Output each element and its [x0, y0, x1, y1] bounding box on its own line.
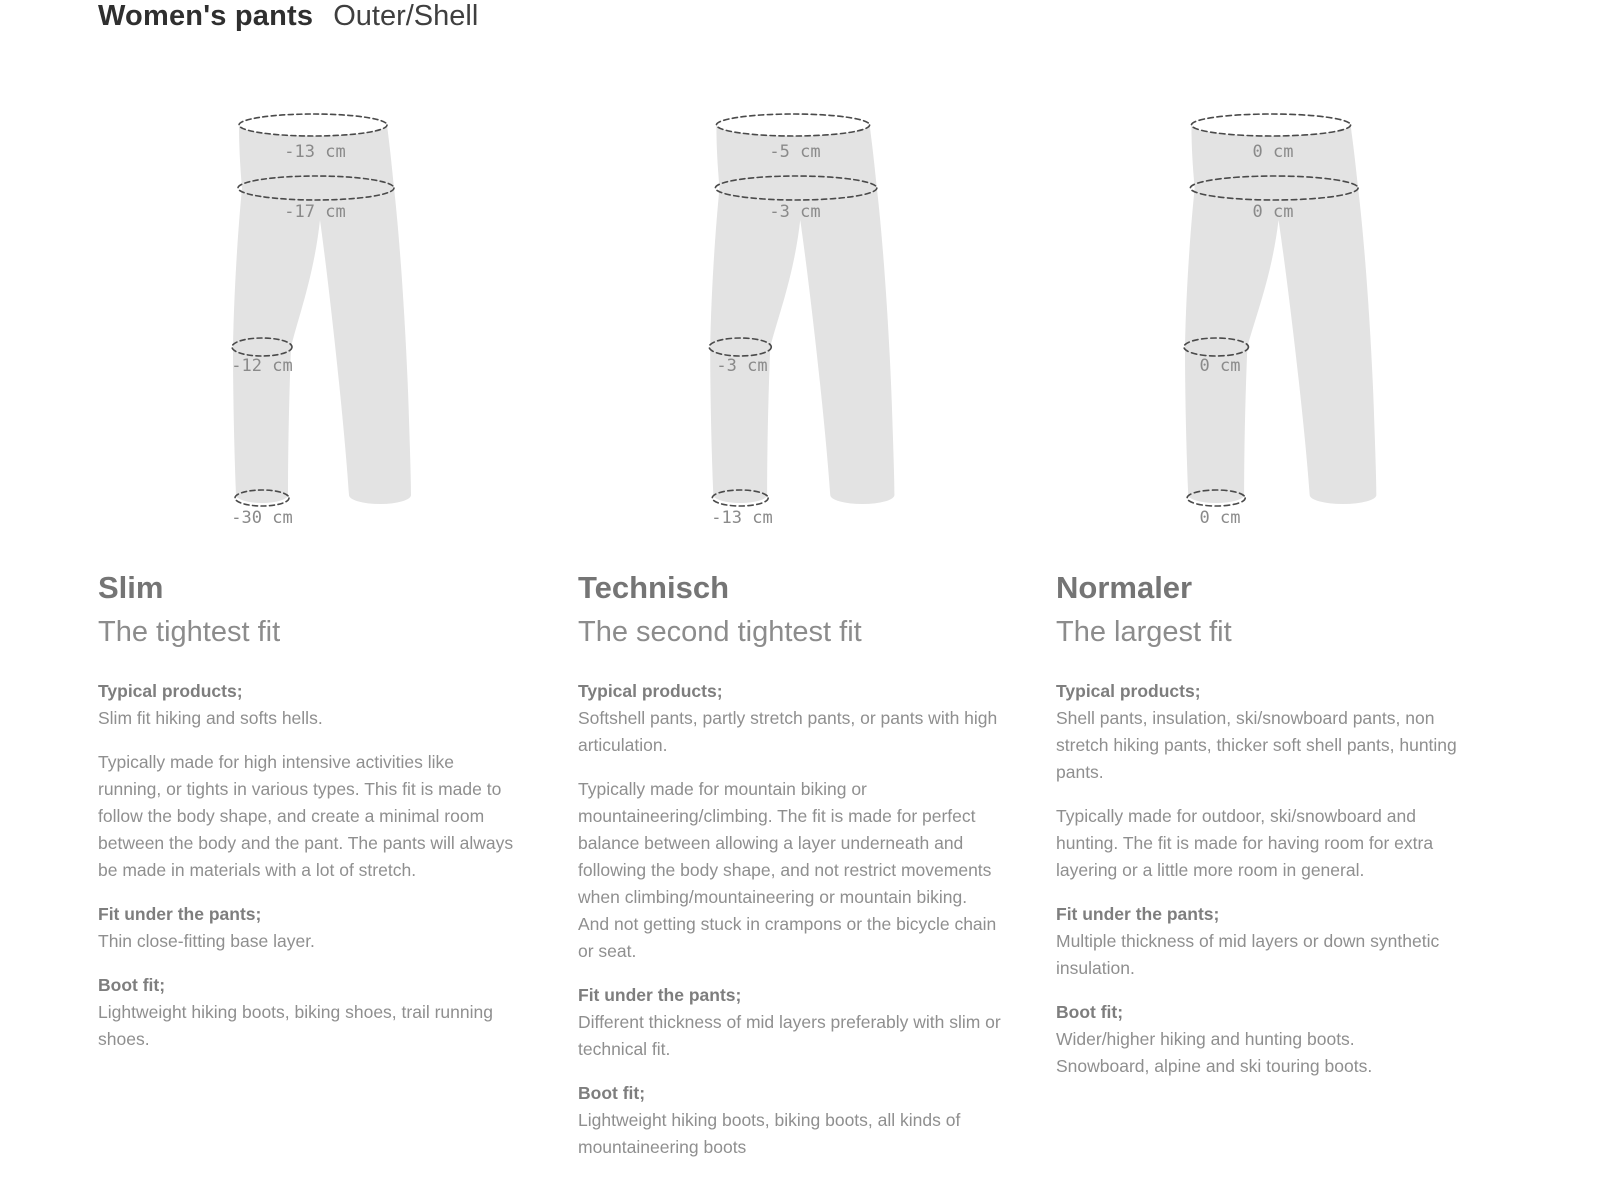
knee-measurement: -3 cm: [716, 356, 768, 376]
fit-under-text: Multiple thickness of mid layers or down synthetic insulation.: [1056, 931, 1440, 978]
page-header: [98, 0, 478, 33]
boot-fit-section: [578, 1080, 1002, 1161]
fit-under-text: Thin close-fitting base layer.: [98, 931, 315, 951]
fit-under-text: Different thickness of mid layers preferably with slim or technical fit.: [578, 1012, 1001, 1059]
pants-silhouette: [710, 114, 894, 504]
typical-products-section: [578, 678, 1002, 759]
boot-fit-text: Lightweight hiking boots, biking shoes, trail running shoes.: [98, 1002, 493, 1049]
typical-products-label: Typical products;: [578, 681, 723, 701]
description-text: Typically made for mountain biking or mountaineering/climbing. The fit is made for perfect balance between allowing a layer underneath and following the body shape, and not restrict movements when climbing/mountaineering or mountain biking. And not getting stuck in crampons or the bicycle chain or seat.: [578, 779, 997, 961]
boot-fit-text: Lightweight hiking boots, biking boots, all kinds of mountaineering boots: [578, 1110, 961, 1157]
page-title: Women's pants: [98, 0, 314, 32]
pants-figure: [693, 90, 973, 540]
boot-fit-text: Wider/higher hiking and hunting boots.: [1056, 1029, 1355, 1049]
hip-measurement: -17 cm: [284, 202, 346, 222]
hip-measurement: 0 cm: [1252, 202, 1294, 222]
description-section: [578, 776, 1002, 965]
boot-fit-text-2: Snowboard, alpine and ski touring boots.: [1056, 1056, 1373, 1076]
fit-under-label: Fit under the pants;: [578, 985, 742, 1005]
page-subtitle: Outer/Shell: [333, 0, 479, 32]
fit-name: Normaler: [1056, 570, 1193, 605]
waist-measurement: 0 cm: [1252, 142, 1294, 162]
boot-fit-section: [1056, 999, 1480, 1080]
fit-under-label: Fit under the pants;: [1056, 904, 1220, 924]
knee-measurement: 0 cm: [1199, 356, 1241, 376]
pants-silhouette: [233, 114, 411, 504]
typical-products-section: [1056, 678, 1480, 786]
typical-products-label: Typical products;: [1056, 681, 1201, 701]
fit-subtitle: The tightest fit: [98, 616, 281, 648]
fit-subtitle: The second tightest fit: [578, 616, 862, 648]
typical-products-text: Slim fit hiking and softs hells.: [98, 708, 323, 728]
boot-fit-label: Boot fit;: [1056, 1002, 1124, 1022]
typical-products-text: Softshell pants, partly stretch pants, or pants with high articulation.: [578, 708, 998, 755]
typical-products-text: Shell pants, insulation, ski/snowboard pants, non stretch hiking pants, thicker soft shell pants, hunting pants.: [1056, 708, 1457, 782]
ankle-measurement: -13 cm: [711, 508, 773, 528]
waist-measurement: -13 cm: [284, 142, 346, 162]
knee-measurement: -12 cm: [231, 356, 293, 376]
fit-under-section: [1056, 901, 1480, 982]
fit-under-section: [578, 982, 1002, 1063]
pants-figure: [213, 90, 493, 540]
boot-fit-label: Boot fit;: [98, 975, 166, 995]
boot-fit-section: [98, 972, 522, 1053]
typical-products-label: Typical products;: [98, 681, 243, 701]
description-text: Typically made for high intensive activities like running, or tights in various types. This fit is made to follow the body shape, and create a minimal room between the body and the pant. The pants will always be made in materials with a lot of stretch.: [98, 752, 514, 880]
typical-products-section: [98, 678, 522, 732]
fit-column-technisch: [578, 90, 1002, 1178]
fit-under-label: Fit under the pants;: [98, 904, 262, 924]
fit-column-slim: [98, 90, 522, 1070]
description-text: Typically made for outdoor, ski/snowboard and hunting. The fit is made for having room for extra layering or a little more room in general.: [1056, 806, 1434, 880]
description-section: [1056, 803, 1480, 884]
boot-fit-label: Boot fit;: [578, 1083, 646, 1103]
ankle-measurement: 0 cm: [1199, 508, 1241, 528]
fit-name: Slim: [98, 570, 164, 605]
fit-under-section: [98, 901, 522, 955]
waist-measurement: -5 cm: [769, 142, 821, 162]
fit-column-normaler: [1056, 90, 1480, 1097]
pants-silhouette: [1185, 114, 1376, 504]
hip-measurement: -3 cm: [769, 202, 821, 222]
fit-subtitle: The largest fit: [1056, 616, 1232, 648]
ankle-measurement: -30 cm: [231, 508, 293, 528]
pants-figure: [1171, 90, 1451, 540]
description-section: [98, 749, 522, 884]
fit-name: Technisch: [578, 570, 730, 605]
